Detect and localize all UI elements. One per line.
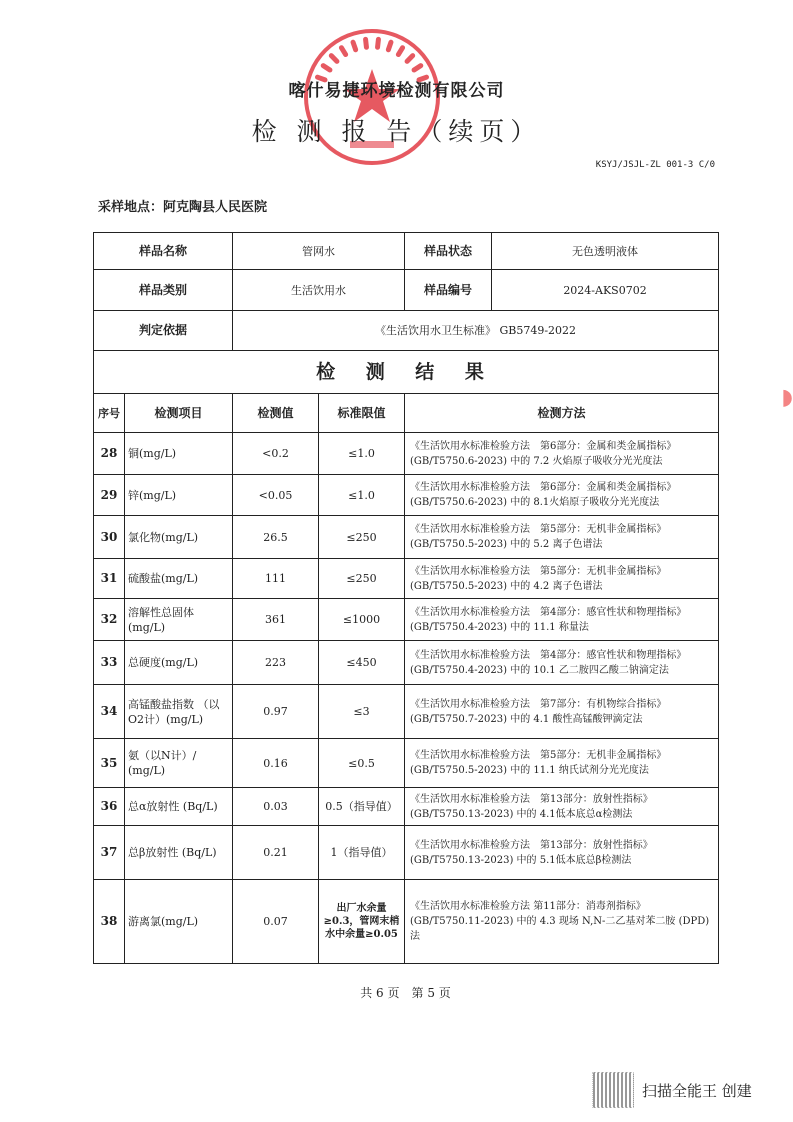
method-line: (GB/T5750.6-2023) 中的 8.1火焰原子吸收分光光度法 <box>410 497 660 508</box>
row-no: 33 <box>94 641 125 685</box>
seal-letter-mark <box>323 66 330 70</box>
sample-no: 2024-AKS0702 <box>492 270 719 311</box>
document-code: KSYJ/JSJL-ZL 001-3 C/0 <box>595 160 715 170</box>
row-method <box>405 516 719 559</box>
method-line: 《生活饮用水标准检验方法 第5部分：无机非金属指标》 <box>410 565 667 577</box>
sample-no-label: 样品编号 <box>405 270 492 311</box>
method-line: (GB/T5750.13-2023) 中的 4.1低本底总α检测法 <box>410 808 633 820</box>
method-line: 《生活饮用水标准检验方法 第13部分：放射性指标》 <box>410 839 653 851</box>
row-limit: ≤450 <box>319 641 405 685</box>
row-value: 0.07 <box>233 880 319 964</box>
row-value: 0.21 <box>233 826 319 880</box>
method-line: (GB/T5750.6-2023) 中的 7.2 火焰原子吸收分光光度法 <box>410 455 663 467</box>
method-line: (GB/T5750.4-2023) 中的 11.1 称量法 <box>410 621 589 633</box>
method-line: 《生活饮用水标准检验方法 第4部分：感官性状和物理指标》 <box>410 606 687 618</box>
seal-letter-mark <box>388 42 391 50</box>
row-value: <0.05 <box>233 475 319 516</box>
page-number: 共 6 页 第 5 页 <box>360 986 451 1000</box>
seal-letter-mark <box>407 56 413 62</box>
row-method <box>405 433 719 475</box>
row-item: 锌(mg/L) <box>125 475 233 516</box>
table-row <box>94 826 719 880</box>
row-no: 35 <box>94 739 125 788</box>
row-value: 0.03 <box>233 788 319 826</box>
method-line: 《生活饮用水标准检验方法 第4部分：感官性状和物理指标》 <box>410 649 687 661</box>
method-line: 《生活饮用水标准检验方法 第5部分：无机非金属指标》 <box>410 750 667 761</box>
method-line: 《生活饮用水标准检验方法 第6部分：金属和类金属指标》 <box>410 482 677 493</box>
row-item: 总α放射性 (Bq/L) <box>125 788 233 826</box>
row-item: 高锰酸盐指数 （以O2计）(mg/L) <box>125 685 233 739</box>
col-header: 检测值 <box>233 394 319 433</box>
row-limit: ≤3 <box>319 685 405 739</box>
results-table <box>93 232 719 964</box>
method-line: (GB/T5750.5-2023) 中的 5.2 离子色谱法 <box>410 539 603 550</box>
seal-letter-mark <box>398 48 402 55</box>
row-method <box>405 788 719 826</box>
col-header: 检测方法 <box>405 394 719 433</box>
row-no: 30 <box>94 516 125 559</box>
table-row <box>94 433 719 475</box>
seal-letter-mark <box>341 48 345 55</box>
seal-letter-mark <box>366 39 367 47</box>
qr-code-icon <box>592 1072 634 1108</box>
method-line: 《生活饮用水标准检验方法 第6部分：金属和类金属指标》 <box>410 440 677 452</box>
watermark-text: 扫描全能王 创建 <box>642 1081 752 1100</box>
seal-letter-mark <box>414 66 421 70</box>
seal-letter-mark <box>353 42 356 50</box>
row-limit: 0.5（指导值） <box>319 788 405 826</box>
method-line: (GB/T5750.11-2023) 中的 4.3 现场 N,N-二乙基对苯二胺 (DPD) 法 <box>410 916 710 942</box>
row-item: 铜(mg/L) <box>125 433 233 475</box>
results-title: 检 测 结 果 <box>94 351 719 394</box>
row-limit: ≤1000 <box>319 599 405 641</box>
sample-type: 生活饮用水 <box>233 270 405 311</box>
row-method <box>405 739 719 788</box>
row-item: 游离氯(mg/L) <box>125 880 233 964</box>
sample-state: 无色透明液体 <box>492 233 719 270</box>
row-value: <0.2 <box>233 433 319 475</box>
sample-state-label: 样品状态 <box>405 233 492 270</box>
row-method <box>405 559 719 599</box>
company-name: 喀什易捷环境检测有限公司 <box>288 81 505 101</box>
row-method <box>405 475 719 516</box>
method-line: (GB/T5750.5-2023) 中的 4.2 离子色谱法 <box>410 580 603 592</box>
seal-fragment: ◗ <box>781 385 793 410</box>
method-line: (GB/T5750.4-2023) 中的 10.1 乙二胺四乙酸二钠滴定法 <box>410 664 669 676</box>
row-item: 溶解性总固体 (mg/L) <box>125 599 233 641</box>
report-body <box>93 232 718 1001</box>
row-limit: ≤250 <box>319 516 405 559</box>
method-line: 《生活饮用水标准检验方法 第5部分：无机非金属指标》 <box>410 524 667 535</box>
table-row <box>94 880 719 964</box>
row-no: 32 <box>94 599 125 641</box>
table-row <box>94 788 719 826</box>
row-value: 26.5 <box>233 516 319 559</box>
row-no: 34 <box>94 685 125 739</box>
method-line: 《生活饮用水标准检验方法 第7部分：有机物综合指标》 <box>410 698 667 710</box>
sample-type-label: 样品类别 <box>94 270 233 311</box>
sample-name: 管网水 <box>233 233 405 270</box>
table-row <box>94 685 719 739</box>
table-row <box>94 559 719 599</box>
table-row <box>94 516 719 559</box>
row-method <box>405 685 719 739</box>
method-line: 《生活饮用水标准检验方法 第13部分：放射性指标》 <box>410 793 653 805</box>
col-header: 检测项目 <box>125 394 233 433</box>
row-limit: 1（指导值） <box>319 826 405 880</box>
seal-letter-mark <box>331 56 337 62</box>
row-limit: ≤1.0 <box>319 433 405 475</box>
report-title: 检 测 报 告（续页） <box>251 117 542 146</box>
sampling-site: 采样地点：阿克陶县人民医院 <box>98 200 268 215</box>
table-row <box>94 599 719 641</box>
table-row <box>94 739 719 788</box>
row-limit: ≤1.0 <box>319 475 405 516</box>
row-value: 223 <box>233 641 319 685</box>
row-no: 29 <box>94 475 125 516</box>
row-no: 36 <box>94 788 125 826</box>
col-header: 序号 <box>94 394 125 433</box>
scanner-watermark <box>592 1072 752 1108</box>
row-no: 28 <box>94 433 125 475</box>
row-no: 38 <box>94 880 125 964</box>
method-line: 《生活饮用水标准检验方法 第11部分：消毒剂指标》 <box>410 901 646 912</box>
method-line: (GB/T5750.7-2023) 中的 4.1 酸性高锰酸钾滴定法 <box>410 713 643 725</box>
row-method <box>405 880 719 964</box>
row-method <box>405 599 719 641</box>
row-no: 37 <box>94 826 125 880</box>
row-no: 31 <box>94 559 125 599</box>
row-value: 0.97 <box>233 685 319 739</box>
col-header: 标准限值 <box>319 394 405 433</box>
row-value: 361 <box>233 599 319 641</box>
method-line: (GB/T5750.5-2023) 中的 11.1 纳氏试剂分光光度法 <box>410 765 649 776</box>
row-method <box>405 641 719 685</box>
basis: 《生活饮用水卫生标准》 GB5749-2022 <box>233 311 719 351</box>
row-item: 氨（以N计）/ (mg/L) <box>125 739 233 788</box>
row-item: 硫酸盐(mg/L) <box>125 559 233 599</box>
row-item: 总硬度(mg/L) <box>125 641 233 685</box>
sample-name-label: 样品名称 <box>94 233 233 270</box>
table-row <box>94 641 719 685</box>
basis-label: 判定依据 <box>94 311 233 351</box>
row-limit: ≤250 <box>319 559 405 599</box>
table-row <box>94 475 719 516</box>
row-item: 总β放射性 (Bq/L) <box>125 826 233 880</box>
row-value: 0.16 <box>233 739 319 788</box>
row-limit: ≤0.5 <box>319 739 405 788</box>
row-limit: 出厂水余量≥0.3，管网末梢水中余量≥0.05 <box>319 880 405 964</box>
row-value: 111 <box>233 559 319 599</box>
row-method <box>405 826 719 880</box>
seal-letter-mark <box>378 39 379 47</box>
row-item: 氯化物(mg/L) <box>125 516 233 559</box>
method-line: (GB/T5750.13-2023) 中的 5.1低本底总β检测法 <box>410 854 632 866</box>
